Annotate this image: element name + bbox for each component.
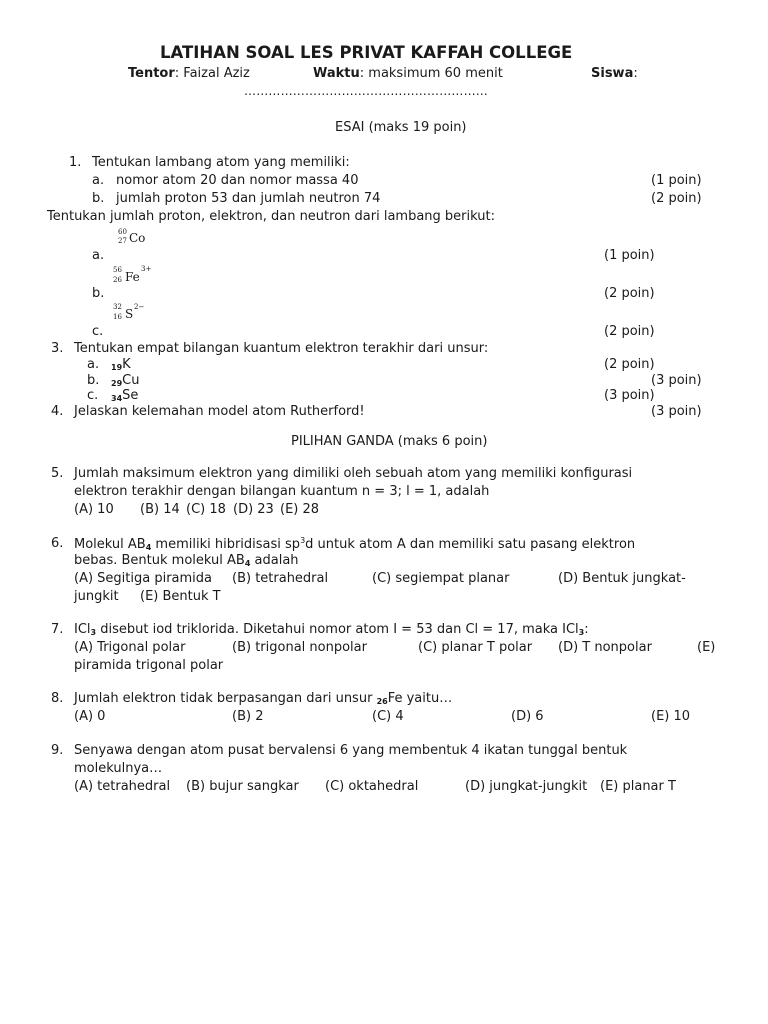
q6-l1sub: 4 [145, 543, 152, 552]
q7-l1sub: 3 [90, 628, 97, 637]
q3b-symbol: Cu [122, 373, 140, 388]
pg-heading: PILIHAN GANDA (maks 6 poin) [291, 434, 488, 449]
q1b-poin: (2 poin) [651, 191, 702, 206]
q2c-charge: 2− [134, 303, 145, 311]
q9-line2: molekulnya… [74, 761, 163, 776]
q3-number: 3. [51, 341, 64, 356]
q2c-atomic: 16 [113, 313, 122, 321]
siswa-label: Siswa [591, 66, 634, 81]
siswa-field [591, 67, 638, 80]
q2-text: Tentukan jumlah proton, elektron, dan neutron dari lambang berikut: [47, 209, 495, 224]
q9-option-c: (C) oktahedral [325, 779, 419, 794]
q8-option-b: (B) 2 [232, 709, 264, 724]
q5-option-b: (B) 14 [140, 502, 180, 517]
q8-l1a: Jumlah elektron tidak berpasangan dari unsur [74, 691, 377, 706]
q9-option-b: (B) bujur sangkar [186, 779, 299, 794]
q7-l1b: disebut iod triklorida. Diketahui nomor atom I = 53 dan Cl = 17, maka ICl [96, 622, 579, 637]
q3c-poin: (3 poin) [604, 388, 655, 403]
q6-l2a: bebas. Bentuk molekul AB [74, 553, 245, 568]
q3c-element [111, 389, 138, 403]
q6-line4: jungkit [74, 589, 119, 604]
q2a-mass: 60 [118, 228, 127, 236]
q5-option-d: (D) 23 [233, 502, 274, 517]
q3b-element [111, 374, 139, 388]
q1a-text: nomor atom 20 dan nomor massa 40 [116, 173, 359, 188]
q1b-text: jumlah proton 53 dan jumlah neutron 74 [116, 191, 381, 206]
q3c-z: 34 [111, 394, 123, 403]
siswa-dots: …………………………………………………… [244, 84, 488, 98]
q5-option-e: (E) 28 [280, 502, 320, 517]
q6-l1b: memiliki hibridisasi sp [151, 537, 301, 552]
q2a-symbol [117, 229, 157, 247]
q1-number: 1. [69, 155, 82, 170]
q9-line1: Senyawa dengan atom pusat bervalensi 6 yang membentuk 4 ikatan tunggal bentuk [74, 743, 628, 758]
q3b-z: 29 [111, 379, 123, 388]
q4-text: Jelaskan kelemahan model atom Rutherford! [74, 404, 365, 419]
q8-option-a: (A) 0 [74, 709, 106, 724]
q3c-label: c. [87, 388, 99, 403]
page-title: LATIHAN SOAL LES PRIVAT KAFFAH COLLEGE [160, 43, 573, 62]
waktu-label: Waktu [313, 66, 360, 81]
q6-l1sup: 3 [300, 536, 306, 545]
q3-text: Tentukan empat bilangan kuantum elektron terakhir dari unsur: [74, 341, 489, 356]
q8-line1 [74, 692, 452, 706]
tentor-label: Tentor [128, 66, 175, 81]
q3a-poin: (2 poin) [604, 357, 655, 372]
q2a-element: Co [129, 231, 146, 245]
q6-option-c: (C) segiempat planar [372, 571, 510, 586]
q5-option-a: (A) 10 [74, 502, 114, 517]
q9-option-e: (E) planar T [600, 779, 676, 794]
q3c-symbol: Se [122, 388, 139, 403]
q6-l2b: adalah [250, 553, 299, 568]
q1b-label: b. [92, 191, 105, 206]
q6-option-b: (B) tetrahedral [232, 571, 329, 586]
q7-option-c: (C) planar T polar [418, 640, 533, 655]
q8-l1sub: 26 [376, 697, 388, 706]
waktu-value: : maksimum 60 menit [359, 66, 503, 81]
q3a-label: a. [87, 357, 100, 372]
q1a-label: a. [92, 173, 105, 188]
q6-line2 [74, 554, 299, 568]
q3a-z: 19 [111, 363, 123, 372]
q3a-element [111, 358, 131, 372]
q7-l1a: ICl [74, 622, 91, 637]
q8-option-c: (C) 4 [372, 709, 404, 724]
q4-poin: (3 poin) [651, 404, 702, 419]
q3b-poin: (3 poin) [651, 373, 702, 388]
q6-option-d: (D) Bentuk jungkat- [558, 571, 686, 586]
q2a-atomic: 27 [118, 237, 127, 245]
q5-option-c: (C) 18 [186, 502, 226, 517]
q9-option-a: (A) tetrahedral [74, 779, 171, 794]
q3a-symbol: K [122, 357, 131, 372]
q6-line1 [74, 537, 635, 552]
q7-l1sub2: 3 [578, 628, 585, 637]
q2c-mass: 32 [113, 303, 122, 311]
q4-number: 4. [51, 404, 64, 419]
q6-option-a: (A) Segitiga piramida [74, 571, 213, 586]
q9-option-d: (D) jungkat-jungkit [465, 779, 588, 794]
q7-number: 7. [51, 622, 64, 637]
q6-l2sub: 4 [244, 559, 251, 568]
q8-option-e: (E) 10 [651, 709, 691, 724]
q2b-charge: 3+ [141, 265, 152, 273]
q7-line1 [74, 623, 589, 637]
q5-line2: elektron terakhir dengan bilangan kuantum n = 3; l = 1, adalah [74, 484, 490, 499]
q7-line3: piramida trigonal polar [74, 658, 224, 673]
q2c-symbol [112, 303, 162, 323]
q6-l1c: d untuk atom A dan memiliki satu pasang elektron [305, 537, 636, 552]
q9-number: 9. [51, 743, 64, 758]
q2b-label: b. [92, 286, 105, 301]
q8-number: 8. [51, 691, 64, 706]
q2b-poin: (2 poin) [604, 286, 655, 301]
tentor-field [128, 67, 250, 80]
q2a-label: a. [92, 248, 105, 263]
q2b-element: Fe [125, 270, 140, 284]
esai-heading: ESAI (maks 19 poin) [335, 120, 467, 135]
q8-l1b: Fe yaitu… [387, 691, 453, 706]
q7-option-e: (E) [697, 640, 716, 655]
q7-option-d: (D) T nonpolar [558, 640, 652, 655]
q5-line1: Jumlah maksimum elektron yang dimiliki oleh sebuah atom yang memiliki konfigurasi [74, 466, 633, 481]
q3b-label: b. [87, 373, 100, 388]
q1-text: Tentukan lambang atom yang memiliki: [92, 155, 350, 170]
tentor-value: : Faizal Aziz [174, 66, 250, 81]
q7-l1c: : [584, 622, 589, 637]
q2c-element: S [125, 307, 134, 321]
q2b-atomic: 26 [113, 276, 122, 284]
q5-number: 5. [51, 466, 64, 481]
q8-option-d: (D) 6 [511, 709, 544, 724]
q6-option-e: (E) Bentuk T [140, 589, 221, 604]
q6-l1a: Molekul AB [74, 537, 146, 552]
q2b-symbol [112, 266, 162, 286]
q2a-poin: (1 poin) [604, 248, 655, 263]
q2b-mass: 56 [113, 266, 122, 274]
q7-option-b: (B) trigonal nonpolar [232, 640, 367, 655]
q7-option-a: (A) Trigonal polar [74, 640, 186, 655]
q2c-poin: (2 poin) [604, 324, 655, 339]
q1a-poin: (1 poin) [651, 173, 702, 188]
q2c-label: c. [92, 324, 104, 339]
waktu-field [313, 67, 503, 80]
q6-number: 6. [51, 536, 64, 551]
siswa-value: : [633, 66, 638, 81]
